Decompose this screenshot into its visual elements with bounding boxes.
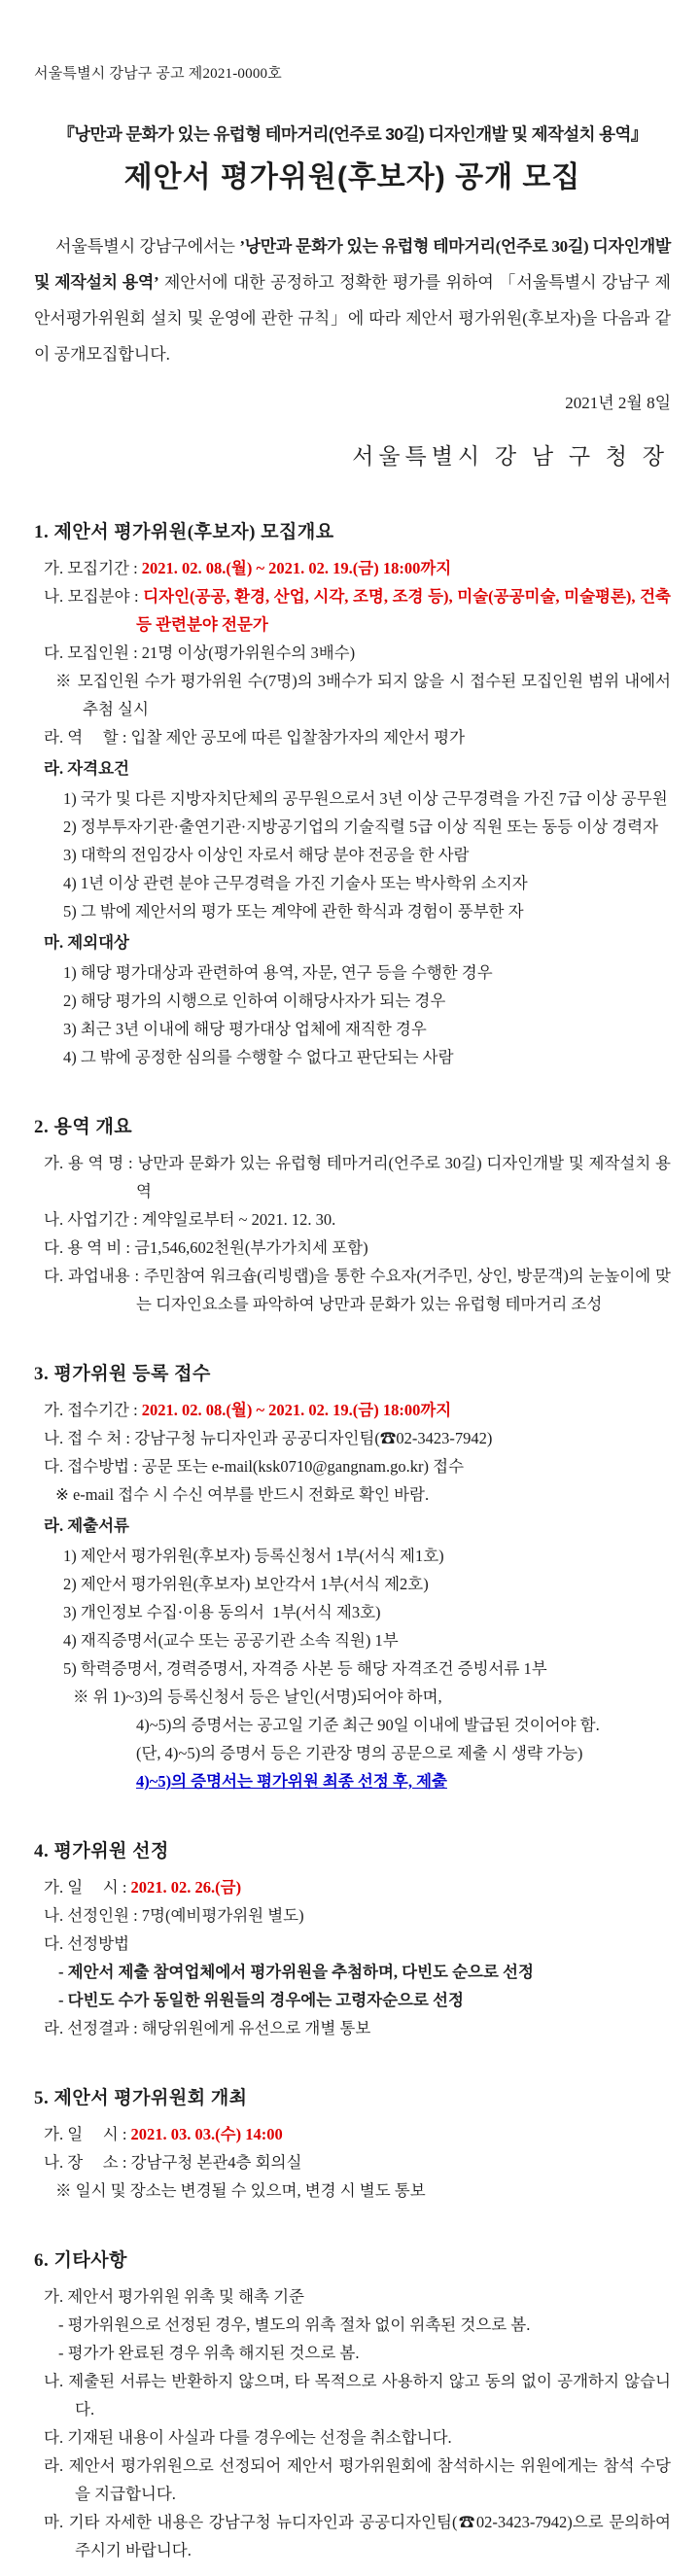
text: 5) 그 밖에 제안서의 평가 또는 계약에 관한 학식과 경험이 풍부한 자	[63, 902, 524, 921]
text: - 평가위원으로 선정된 경우, 별도의 위촉 절차 없이 위촉된 것으로 봄.	[58, 2315, 531, 2334]
doc-line	[63, 958, 671, 987]
doc-line	[44, 1930, 671, 1958]
text: (단, 4)~5)의 증명서 등은 기관장 명의 공문으로 제출 시 생략 가능)	[136, 1744, 583, 1762]
text: 마. 기타 자세한 내용은 강남구청 뉴디자인과 공공디자인팀(☎02-3423-7942)으로 문의하여 주시기 바랍니다.	[44, 2513, 671, 2559]
text: 4) 재직증명서(교수 또는 공공기관 소속 직원) 1부	[63, 1631, 399, 1650]
doc-line	[55, 2176, 671, 2205]
notice-number: 서울특별시 강남구 공고 제2021-0000호	[34, 66, 282, 82]
emphasis-text: 2021. 02. 08.(월) ~ 2021. 02. 19.(금) 18:00까지	[141, 1401, 452, 1419]
text: 라. 제안서 평가위원으로 선정되어 제안서 평가위원회에 참석하시는 위원에게는 참석 수당을 지급합니다.	[44, 2456, 671, 2503]
emphasis-text: - 제안서 제출 참여업체에서 평가위원을 추첨하며, 다빈도 순으로 선정	[58, 1963, 534, 1981]
doc-line	[44, 1901, 671, 1930]
doc-line	[136, 1767, 671, 1795]
emphasis-text: 마. 제외대상	[44, 933, 129, 952]
text: ※ 모집인원 수가 평가위원 수(7명)의 3배수가 되지 않을 시 접수된 모집인원 범위 내에서 추첨 실시	[55, 672, 671, 718]
doc-line	[44, 1424, 671, 1452]
text: 5) 학력증명서, 경력증명서, 자격증 사본 등 해당 자격조건 증빙서류 1부	[63, 1659, 547, 1678]
doc-line	[44, 1396, 671, 1424]
text: 라. 선정결과 : 해당위원에게 유선으로 개별 통보	[44, 2019, 371, 2037]
text: 가. 모집기간 :	[44, 559, 142, 577]
document-body	[34, 517, 671, 2564]
doc-line	[44, 928, 671, 957]
text: 나. 장 소 : 강남구청 본관4층 회의실	[44, 2153, 302, 2172]
text: 라. 역 할 : 입찰 제안 공모에 따른 입찰참가자의 제안서 평가	[44, 728, 466, 747]
emphasis-text: 라. 자격요건	[44, 759, 129, 778]
doc-line	[44, 1234, 671, 1262]
section-heading: 4. 평가위원 선정	[34, 1841, 169, 1862]
doc-line	[63, 987, 671, 1015]
doc-line	[63, 1654, 671, 1683]
intro-prefix: 서울특별시 강남구에서는	[55, 237, 240, 256]
doc-line	[63, 869, 671, 897]
doc-line	[44, 639, 671, 667]
doc-line	[44, 1873, 671, 1901]
doc-line	[63, 1542, 671, 1570]
doc-line	[55, 667, 671, 723]
doc-line	[44, 582, 671, 639]
doc-line	[44, 1262, 671, 1318]
text: 3) 대학의 전임강사 이상인 자로서 해당 분야 전공을 한 사람	[63, 846, 470, 864]
issuer-signature: 서울특별시 강 남 구 청 장	[352, 444, 669, 469]
emphasis-text: 라. 제출서류	[44, 1516, 129, 1535]
text: 2) 해당 평가의 시행으로 인하여 이해당사자가 되는 경우	[63, 992, 446, 1010]
doc-line	[136, 1711, 671, 1739]
doc-line	[63, 784, 671, 813]
doc-line	[44, 2508, 671, 2564]
text: 가. 일 시 :	[44, 2125, 131, 2143]
emphasis-text: 2021. 02. 08.(월) ~ 2021. 02. 19.(금) 18:00까지	[141, 559, 452, 577]
doc-line	[63, 1015, 671, 1043]
text: 나. 선정인원 : 7명(예비평가위원 별도)	[44, 1906, 304, 1925]
doc-line	[44, 754, 671, 783]
doc-line	[58, 1958, 671, 1986]
section-heading: 2. 용역 개요	[34, 1117, 133, 1137]
text: 4)~5)의 증명서는 공고일 기준 최근 90일 이내에 발급된 것이어야 함.	[136, 1716, 600, 1734]
section	[34, 1836, 671, 2042]
text: - 평가가 완료된 경우 위촉 해지된 것으로 봄.	[58, 2344, 360, 2362]
doc-line	[63, 1043, 671, 1071]
text: ※ 위 1)~3)의 등록신청서 등은 날인(서명)되어야 하며,	[73, 1688, 442, 1706]
section-heading: 5. 제안서 평가위원회 개최	[34, 2088, 248, 2108]
text: 가. 용 역 명 : 낭만과 문화가 있는 유럽형 테마거리(언주로 30길) 디자인개발 및 제작설치 용역	[44, 1154, 671, 1201]
intro-paragraph	[34, 228, 671, 372]
intro-service-name: ’낭만과 문화가 있는 유럽형 테마거리(언주로 30길) 디자인개발 및 제작설치 용역’	[34, 237, 671, 292]
doc-line	[63, 1626, 671, 1654]
announcement-date: 2021년 2월 8일	[565, 394, 671, 412]
doc-line	[136, 1739, 671, 1767]
text: 4) 그 밖에 공정한 심의를 수행할 수 없다고 판단되는 사람	[63, 1048, 454, 1066]
doc-line	[55, 1480, 671, 1509]
doc-line	[58, 2339, 671, 2367]
document-title-line1: 『낭만과 문화가 있는 유럽형 테마거리(언주로 30길) 디자인개발 및 제작설치 용역』	[57, 124, 648, 144]
doc-line	[44, 1205, 671, 1234]
section	[34, 1112, 671, 1318]
doc-line	[73, 1683, 671, 1711]
section	[34, 2083, 671, 2205]
doc-line	[44, 2120, 671, 2148]
emphasis-text: 2021. 02. 26.(금)	[130, 1878, 242, 1897]
text: 1) 해당 평가대상과 관련하여 용역, 자문, 연구 등을 수행한 경우	[63, 963, 493, 982]
intro-suffix: 제안서에 대한 공정하고 정확한 평가를 위하여 「서울특별시 강남구 제안서평가위원회 설치 및 운영에 관한 규칙」에 따라 제안서 평가위원(후보자)을 다음과 같이 공개모집합니다.	[34, 273, 671, 364]
section	[34, 2245, 671, 2564]
text: 3) 최근 3년 이내에 해당 평가대상 업체에 재직한 경우	[63, 1020, 427, 1038]
text: 3) 개인정보 수집·이용 동의서 1부(서식 제3호)	[63, 1603, 381, 1621]
doc-line	[44, 723, 671, 751]
doc-line	[44, 1512, 671, 1540]
text: 2) 정부투자기관·출연기관·지방공기업의 기술직렬 5급 이상 직원 또는 동등 이상 경력자	[63, 818, 659, 836]
doc-line	[44, 2423, 671, 2452]
document-title-line2: 제안서 평가위원(후보자) 공개 모집	[123, 161, 581, 193]
doc-line	[44, 2282, 671, 2311]
text: ※ 일시 및 장소는 변경될 수 있으며, 변경 시 별도 통보	[55, 2181, 426, 2200]
section-heading: 1. 제안서 평가위원(후보자) 모집개요	[34, 522, 334, 542]
text: 다. 선정방법	[44, 1934, 129, 1953]
doc-line	[44, 2148, 671, 2176]
section-heading: 6. 기타사항	[34, 2250, 127, 2271]
text: 다. 접수방법 : 공문 또는 e-mail(ksk0710@gangnam.go.kr) 접수	[44, 1457, 465, 1476]
text: 다. 모집인원 : 21명 이상(평가위원수의 3배수)	[44, 644, 356, 662]
doc-line	[58, 1986, 671, 2014]
doc-line	[63, 897, 671, 925]
section	[34, 1359, 671, 1795]
text: 나. 모집분야 :	[44, 587, 144, 606]
text: 나. 접 수 처 : 강남구청 뉴디자인과 공공디자인팀(☎02-3423-7942)	[44, 1429, 493, 1447]
text: 가. 접수기간 :	[44, 1401, 142, 1419]
doc-line	[44, 1452, 671, 1480]
doc-line	[63, 841, 671, 869]
doc-line	[44, 2452, 671, 2508]
text: 가. 일 시 :	[44, 1878, 131, 1897]
doc-line	[63, 1598, 671, 1626]
emphasis-text: 4)~5)의 증명서는 평가위원 최종 선정 후, 제출	[136, 1772, 447, 1791]
doc-line	[44, 2014, 671, 2042]
section	[34, 517, 671, 1071]
emphasis-text: 디자인(공공, 환경, 산업, 시각, 조명, 조경 등), 미술(공공미술, 미술평론), 건축 등 관련분야 전문가	[136, 587, 671, 634]
text: 가. 제안서 평가위원 위촉 및 해촉 기준	[44, 2287, 304, 2306]
text: 다. 용 역 비 : 금1,546,602천원(부가가치세 포함)	[44, 1238, 368, 1257]
doc-line	[63, 813, 671, 841]
doc-line	[44, 2367, 671, 2423]
text: 4) 1년 이상 관련 분야 근무경력을 가진 기술사 또는 박사학위 소지자	[63, 874, 528, 892]
text: 다. 기재된 내용이 사실과 다를 경우에는 선정을 취소합니다.	[44, 2428, 452, 2447]
text: 1) 제안서 평가위원(후보자) 등록신청서 1부(서식 제1호)	[63, 1547, 444, 1565]
text: 나. 사업기간 : 계약일로부터 ~ 2021. 12. 30.	[44, 1210, 336, 1229]
section-heading: 3. 평가위원 등록 접수	[34, 1364, 211, 1384]
text: 나. 제출된 서류는 반환하지 않으며, 타 목적으로 사용하지 않고 동의 없이 공개하지 않습니다.	[44, 2372, 671, 2419]
doc-line	[63, 1570, 671, 1598]
text: 2) 제안서 평가위원(후보자) 보안각서 1부(서식 제2호)	[63, 1575, 429, 1593]
doc-line	[58, 2311, 671, 2339]
text: 1) 국가 및 다른 지방자치단체의 공무원으로서 3년 이상 근무경력을 가진 7급 이상 공무원	[63, 789, 668, 808]
doc-line	[44, 554, 671, 582]
doc-line	[44, 1149, 671, 1205]
text: ※ e-mail 접수 시 수신 여부를 반드시 전화로 확인 바람.	[55, 1485, 430, 1504]
emphasis-text: 2021. 03. 03.(수) 14:00	[130, 2125, 283, 2143]
text: 다. 과업내용 : 주민참여 워크숍(리빙랩)을 통한 수요자(거주민, 상인, 방문객)의 눈높이에 맞는 디자인요소를 파악하여 낭만과 문화가 있는 유럽형 테마거리 조성	[44, 1267, 671, 1313]
emphasis-text: - 다빈도 수가 동일한 위원들의 경우에는 고령자순으로 선정	[58, 1991, 464, 2009]
